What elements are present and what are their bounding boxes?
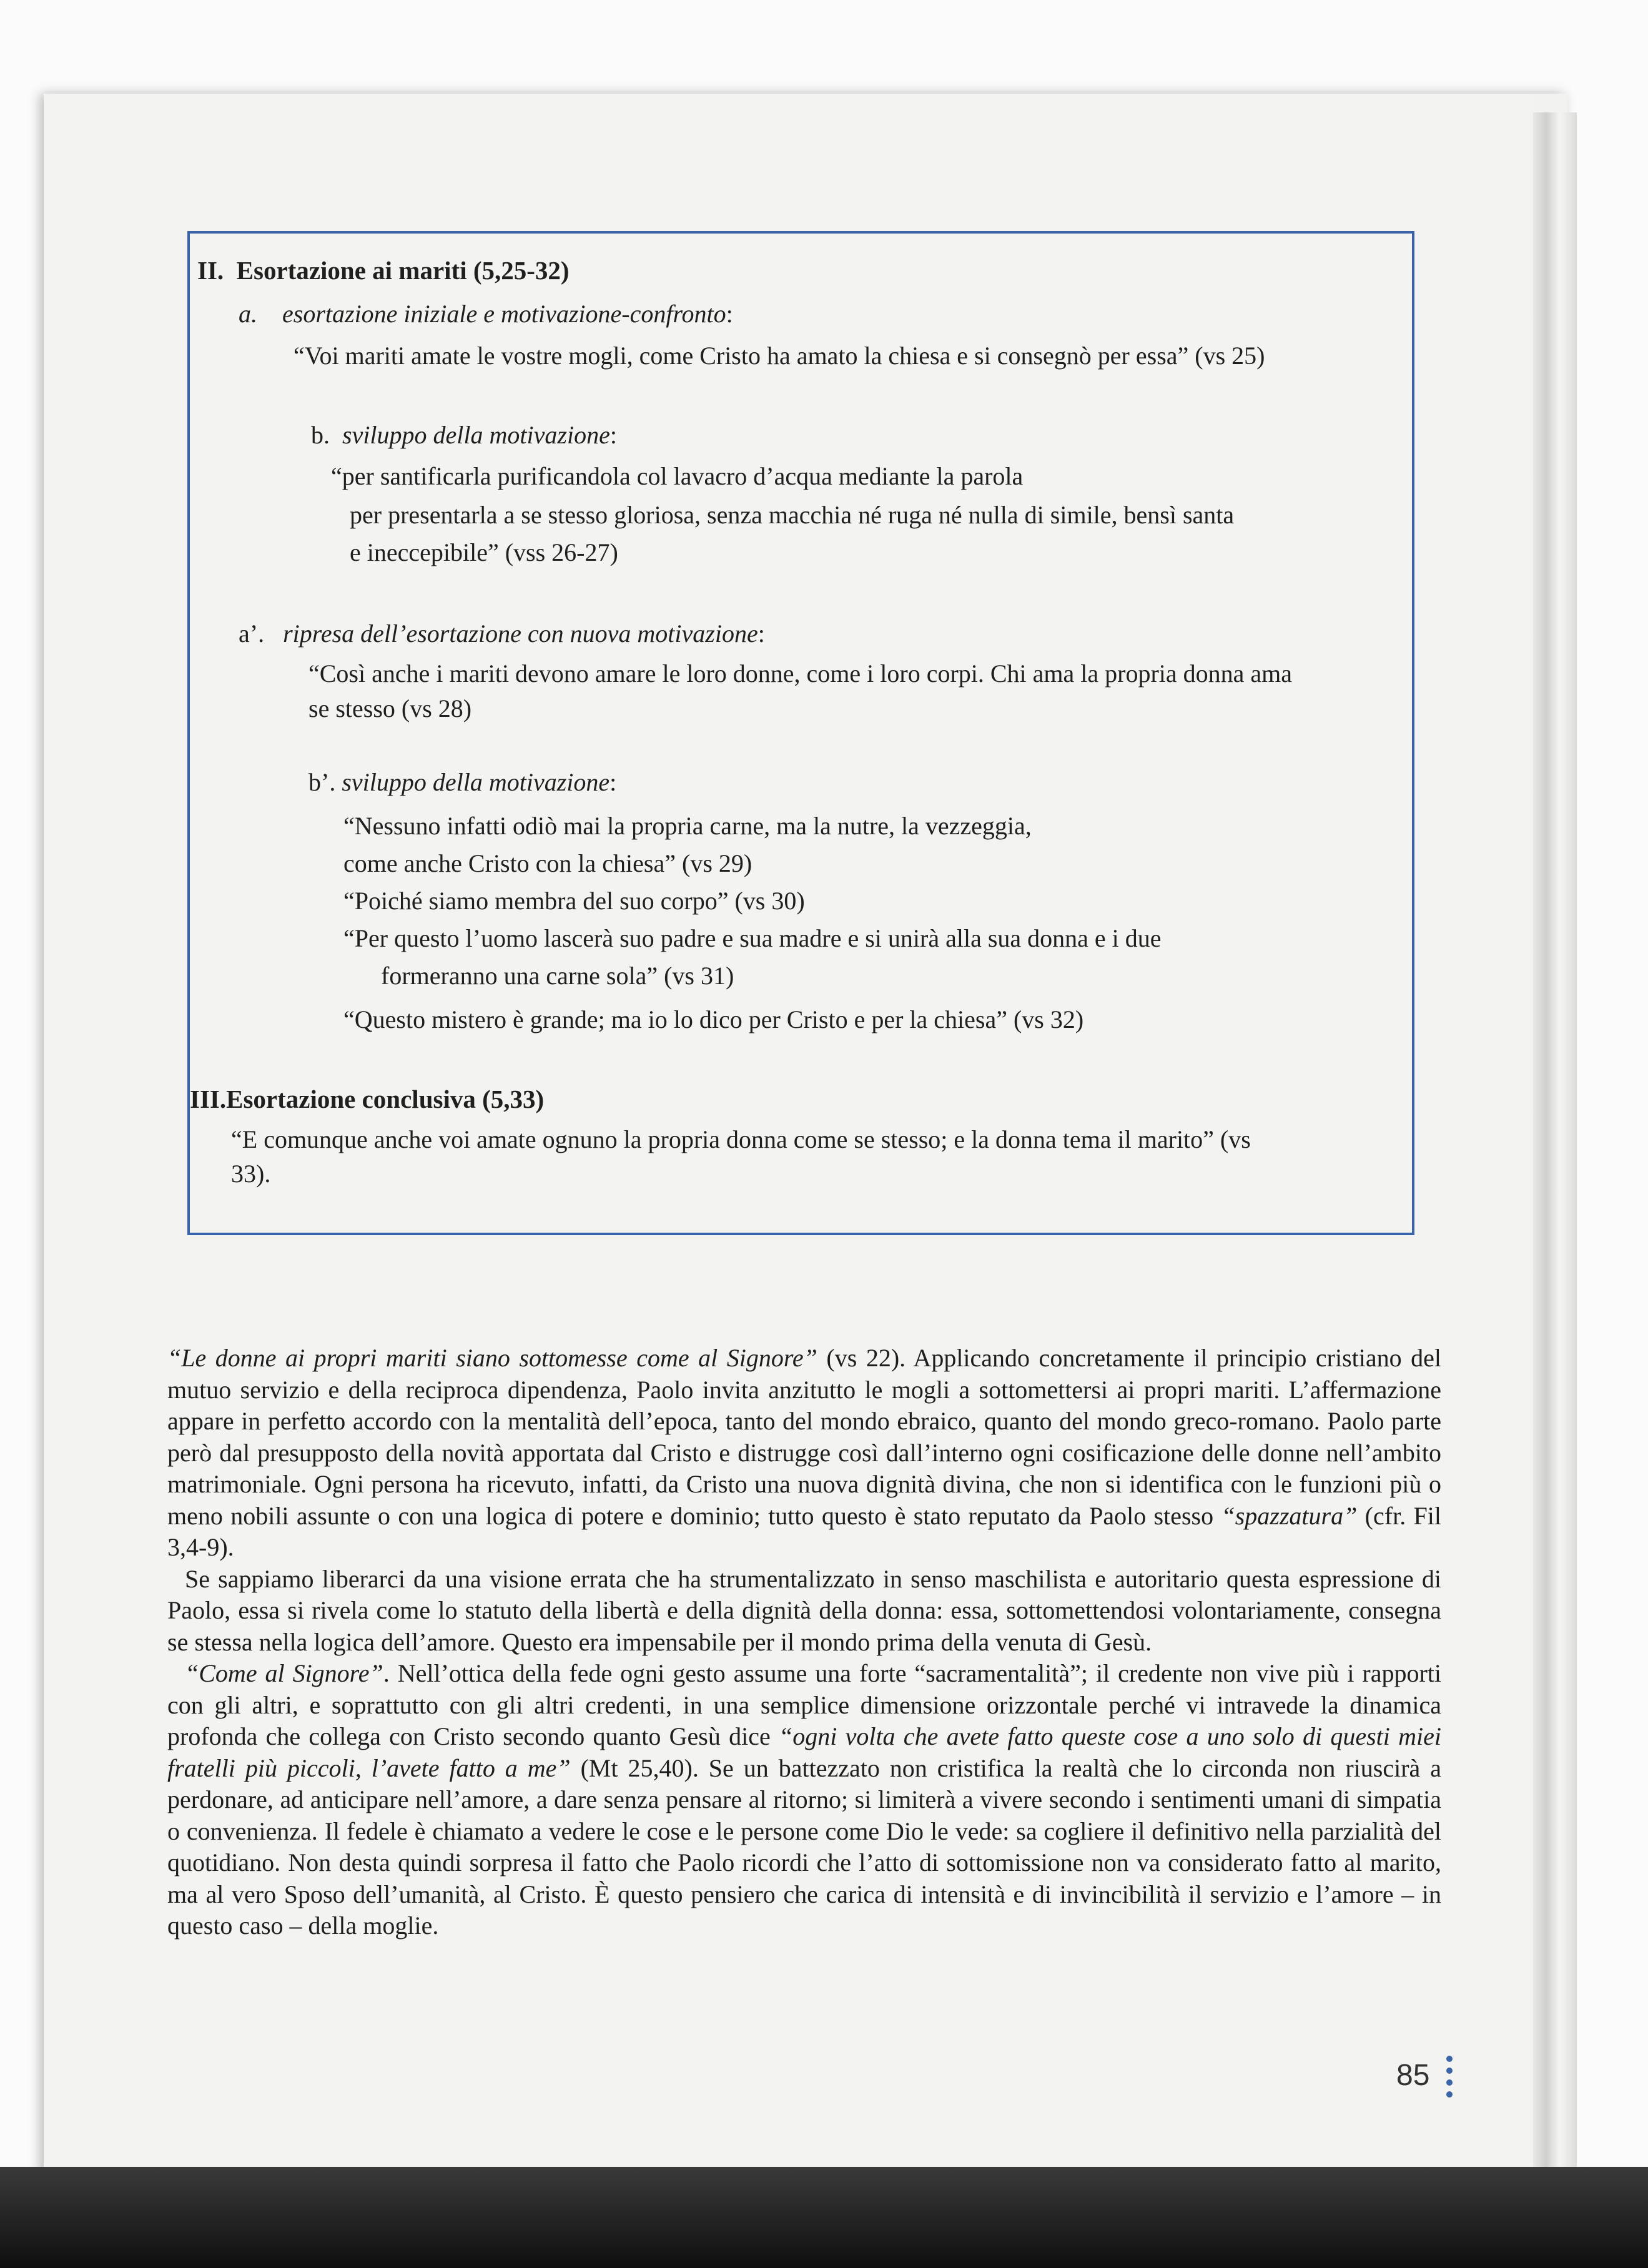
paragraph-3-quote: “Come al Signore” <box>185 1659 383 1687</box>
paragraph-2: Se sappiamo liberarci da una visione errata che ha strumentalizzato in senso maschilista e autoritario questa espressione di Paolo, essa si rivela come lo statuto della libertà e della dignità della donna: essa, sottomettendosi volontariamente, consegna se stessa nella logica dell’amore. Questo era impensabile per il mondo prima della venuta di Gesù. <box>167 1564 1441 1656</box>
section-3-quote-2: 33). <box>231 1160 271 1188</box>
item-b2-quote-2: come anche Cristo con la chiesa” (vs 29) <box>343 849 752 877</box>
item-a2 <box>239 618 765 649</box>
item-a-heading: esortazione iniziale e motivazione-confronto <box>282 300 726 328</box>
paragraph-1-end: (cfr. Fil 3,4-9). <box>167 1501 1442 1561</box>
item-a2-heading: ripresa dell’esortazione con nuova motivazione <box>283 619 758 648</box>
item-a-colon: : <box>726 300 733 328</box>
paragraph-3-quote-2: “ogni volta che avete fatto queste cose a uno solo di questi miei fratelli più piccoli, l’avete fatto a me” <box>167 1722 1441 1782</box>
paragraph-1-quote-2: “spazzatura” <box>1221 1501 1358 1530</box>
paragraph-1-quote: “Le donne ai propri mariti siano sottomesse come al Signore” <box>167 1344 817 1372</box>
item-b-quote-2: per presentarla a se stesso gloriosa, senza macchia né ruga né nulla di simile, bensì santa <box>350 501 1235 529</box>
item-a2-label: a’. <box>239 619 265 648</box>
item-b2 <box>308 767 616 798</box>
section-3-quote-1: “E comunque anche voi amate ognuno la propria donna come se stesso; e la donna tema il marito” (vs <box>231 1125 1251 1153</box>
paragraph-1-text: (vs 22). Applicando concretamente il principio cristiano del mutuo servizio e della reciproca dipendenza, Paolo invita anzitutto le mogli a sottomettersi ai propri mariti. L’affermazione appare in perfetto accordo con la mentalità dell’epoca, tanto del mondo ebraico, quanto del mondo greco-romano. Paolo parte però dal presupposto della novità apportata dal Cristo e distrugge così dall’interno ogni cosificazione delle donne nell’ambito matrimoniale. Ogni persona ha ricevuto, infatti, da Cristo una nuova dignità divina, che non si identifica con le funzioni più o meno nobili assunte o con una logica di potere e dominio; tutto questo è stato reputato da Paolo stesso <box>167 1344 1442 1530</box>
paragraph-1 <box>167 1343 1441 1564</box>
item-b2-quote-6: “Questo mistero è grande; ma io lo dico per Cristo e per la chiesa” (vs 32) <box>343 1005 1084 1033</box>
item-b2-quote-4: “Per questo l’uomo lascerà suo padre e sua madre e si unirà alla sua donna e i due <box>343 924 1162 952</box>
binding-shadow <box>0 2167 1648 2268</box>
item-b-label: b. <box>311 421 330 449</box>
item-b2-colon: : <box>609 768 617 796</box>
item-a-quote: “Voi mariti amate le vostre mogli, come Cristo ha amato la chiesa e si consegnò per essa” (vs 25) <box>294 342 1265 370</box>
item-a2-colon: : <box>757 619 765 648</box>
page-number: 85 <box>1396 2059 1430 2092</box>
item-b-quote-1: “per santificarla purificandola col lavacro d’acqua mediante la parola <box>331 462 1024 490</box>
item-b2-quote-1: “Nessuno infatti odiò mai la propria carne, ma la nutre, la vezzeggia, <box>343 812 1032 840</box>
item-a2-quote-2: se stesso (vs 28) <box>308 694 472 722</box>
item-a2-quote-1: “Così anche i mariti devono amare le loro donne, come i loro corpi. Chi ama la propria donna ama <box>308 659 1293 688</box>
paragraph-3 <box>167 1658 1441 1942</box>
item-a <box>239 298 733 330</box>
paragraph-3-end: (Mt 25,40). Se un battezzato non cristifica la realtà che lo circonda non riuscirà a perdonare, ad anticipare nell’amore, a dare senza pensare al ritorno; si limiterà a vivere secondo i sentimenti umani di simpatia o convenienza. Il fedele è chiamato a vedere le cose e le persone come Dio le vede: sa cogliere il definitivo nella parzialità del quotidiano. Non desta quindi sorpresa il fatto che Paolo ricordi che l’atto di sottomissione non va considerato fatto al marito, ma al vero Sposo dell’umanità, al Cristo. È questo pensiero che carica di intensità e di invincibilità il servizio e l’amore – in questo caso – della moglie. <box>167 1753 1441 1940</box>
section-3-title: III.Esortazione conclusiva (5,33) <box>190 1085 545 1113</box>
section-2-title: II. Esortazione ai mariti (5,25-32) <box>197 256 570 285</box>
item-b <box>311 420 617 451</box>
page-edge <box>1533 112 1577 2248</box>
item-b-quote-3: e ineccepibile” (vss 26-27) <box>350 538 618 566</box>
item-a-label: a. <box>239 300 257 328</box>
paragraph-3-text: . Nell’ottica della fede ogni gesto assume una forte “sacramentalità”; il credente non vive più i rapporti con gli altri, e soprattutto con gli altri credenti, in una semplice dimensione orizzontale perché vi intravede la dinamica profonda che collega con Cristo secondo quanto Gesù dice <box>167 1659 1441 1750</box>
item-b-heading: sviluppo della motivazione <box>342 421 610 449</box>
item-b2-heading: sviluppo della motivazione <box>342 768 610 796</box>
item-b2-label: b’. <box>308 768 336 796</box>
item-b-colon: : <box>609 421 617 449</box>
item-b2-quote-3: “Poiché siamo membra del suo corpo” (vs 30) <box>343 887 805 915</box>
page-number-dots <box>1446 2056 1455 2103</box>
body-text <box>167 1343 1441 1942</box>
item-b2-quote-5: formeranno una carne sola” (vs 31) <box>381 962 734 990</box>
